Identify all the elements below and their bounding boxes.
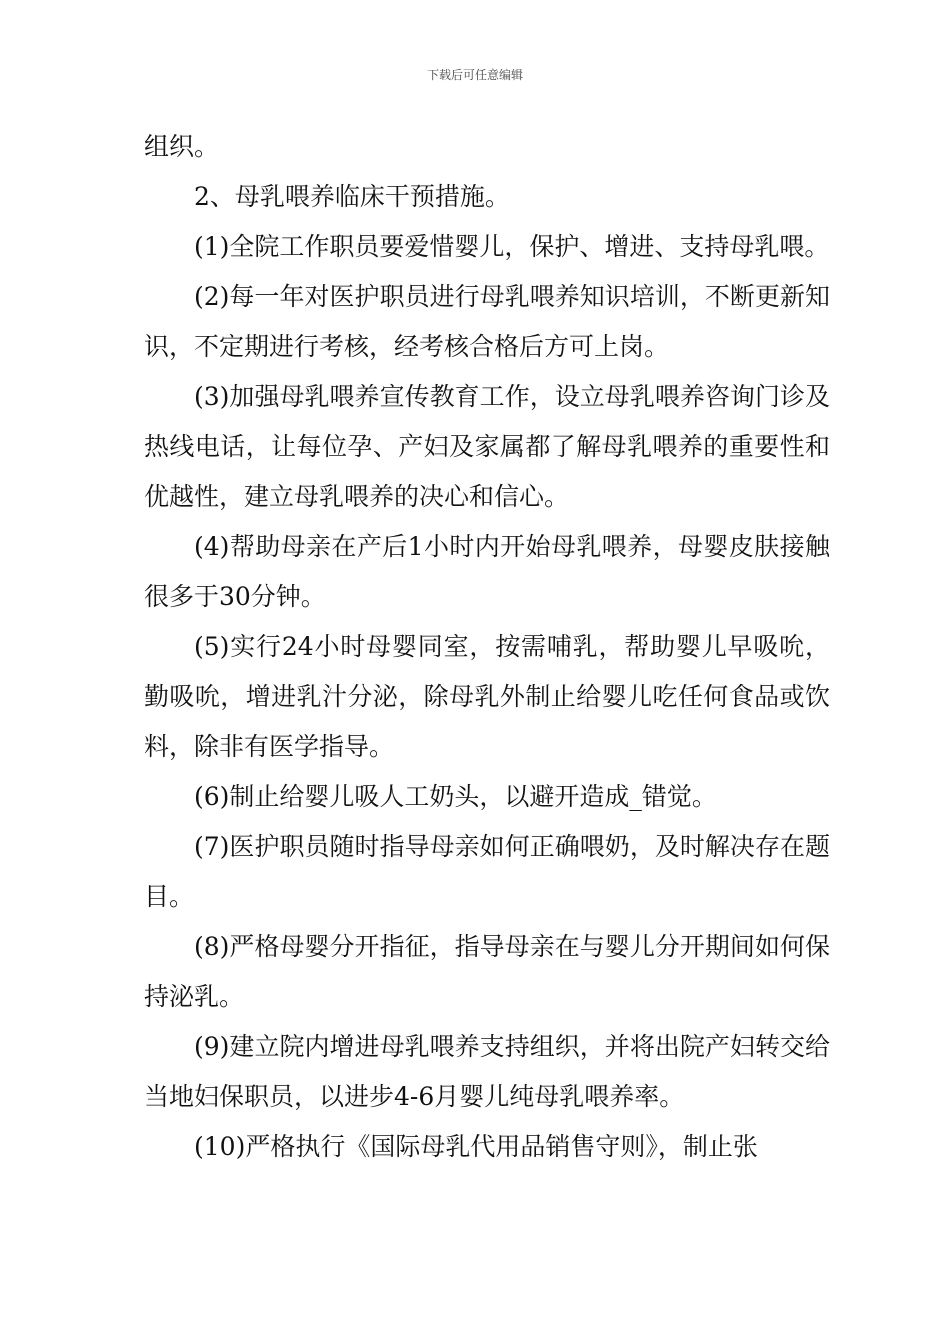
paragraph: (4)帮助母亲在产后1小时内开始母乳喂养，母婴皮肤接触很多于30分钟。	[144, 532, 830, 611]
paragraph: (1)全院工作职员要爱惜婴儿，保护、增进、支持母乳喂。	[194, 232, 830, 261]
page-header: 下载后可任意编辑	[426, 68, 523, 82]
paragraph: (7)医护职员随时指导母亲如何正确喂奶，及时解决存在题目。	[144, 832, 830, 911]
paragraph: (10)严格执行《国际母乳代用品销售守则》，制止张	[194, 1132, 758, 1161]
paragraph: (6)制止给婴儿吸人工奶头，以避开造成_错觉。	[194, 782, 717, 811]
paragraph: (3)加强母乳喂养宣传教育工作，设立母乳喂养咨询门诊及热线电话，让每位孕、产妇及家属都了解母乳喂养的重要性和优越性，建立母乳喂养的决心和信心。	[144, 382, 830, 511]
paragraph: (9)建立院内增进母乳喂养支持组织，并将出院产妇转交给当地妇保职员，以进步4-6月婴儿纯母乳喂养率。	[144, 1032, 830, 1111]
paragraph: (2)每一年对医护职员进行母乳喂养知识培训，不断更新知识，不定期进行考核，经考核合格后方可上岗。	[144, 282, 830, 361]
document-body	[144, 122, 830, 1172]
paragraph: (8)严格母婴分开指征，指导母亲在与婴儿分开期间如何保持泌乳。	[144, 932, 830, 1011]
paragraph: 2、母乳喂养临床干预措施。	[194, 182, 510, 211]
paragraph: 组织。	[144, 132, 220, 161]
paragraph: (5)实行24小时母婴同室，按需哺乳，帮助婴儿早吸吮，勤吸吮，增进乳汁分泌，除母乳外制止给婴儿吃任何食品或饮料，除非有医学指导。	[144, 632, 830, 761]
